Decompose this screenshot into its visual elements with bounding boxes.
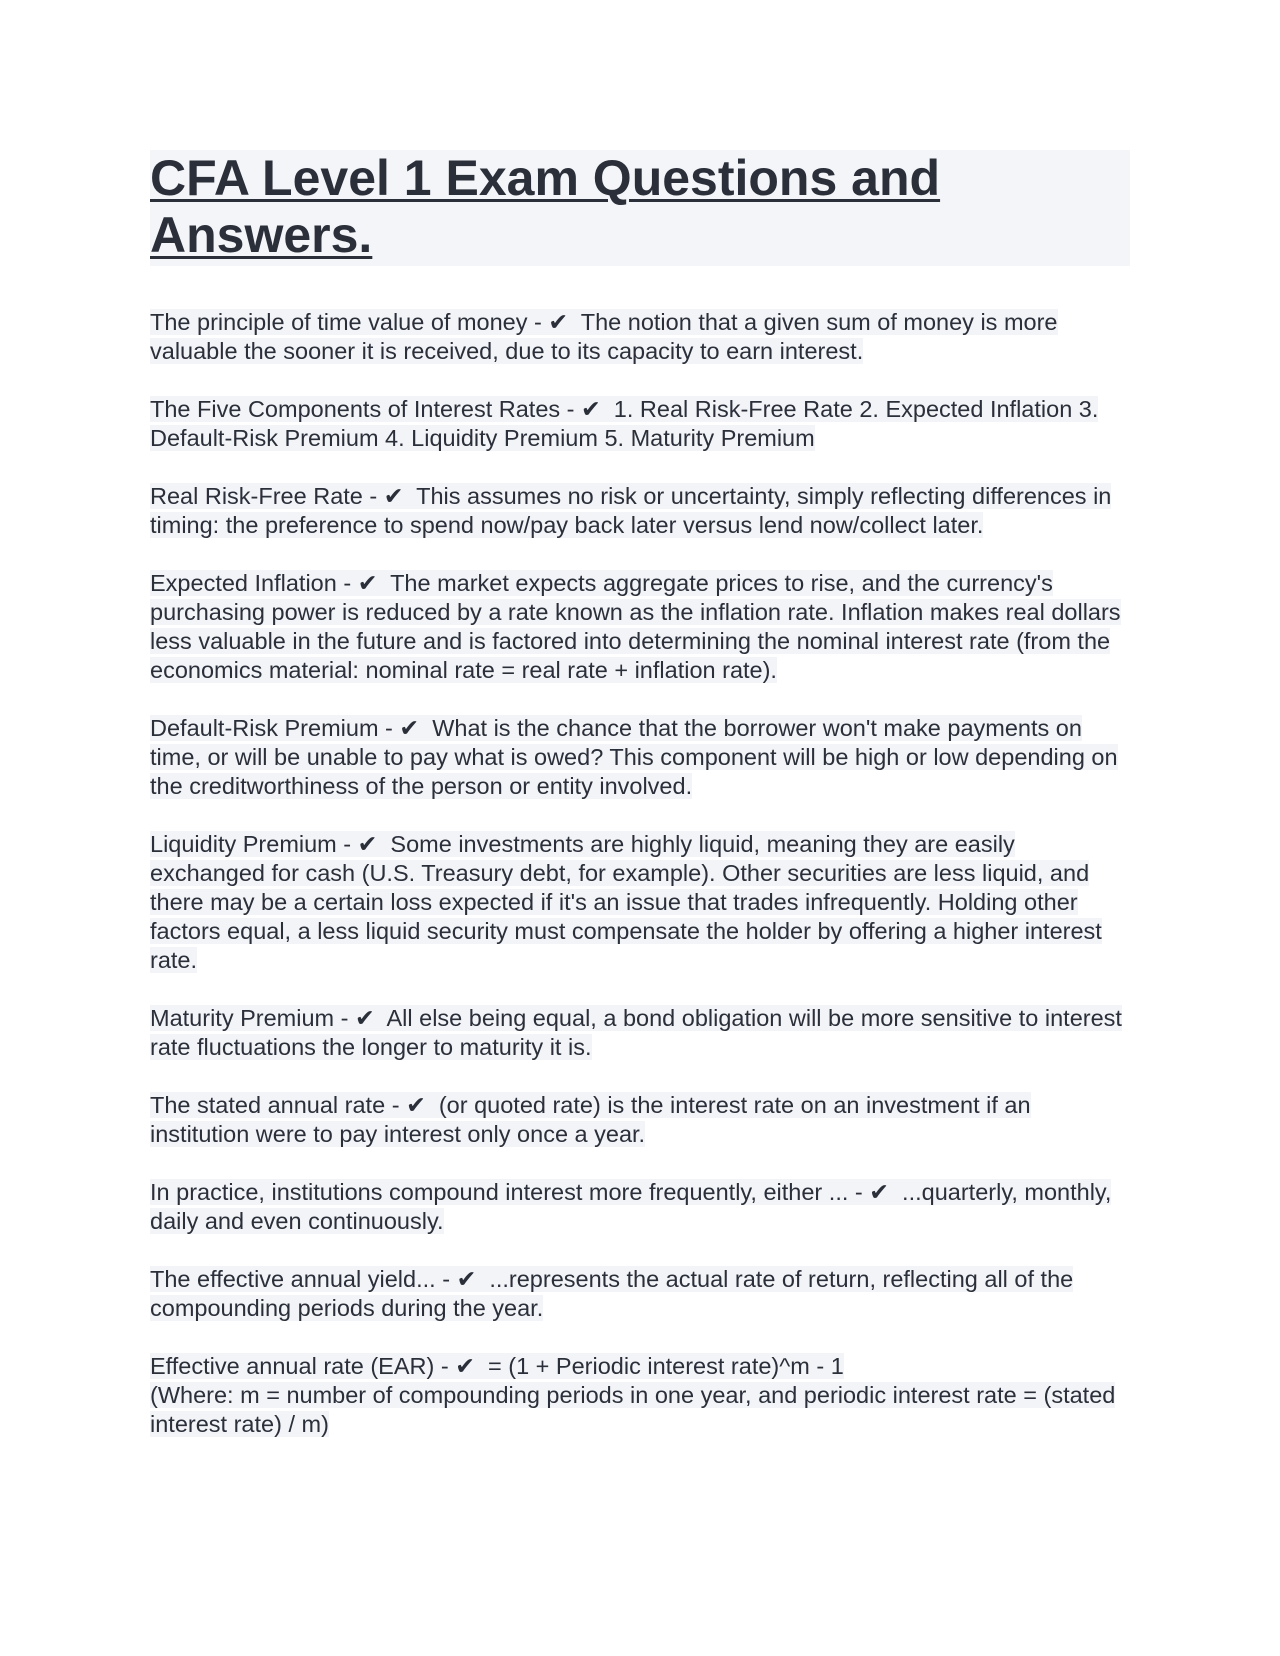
spacer — [403, 483, 416, 509]
qa-item-text — [150, 1353, 844, 1379]
qa-item-text — [150, 1092, 1031, 1147]
answer-text: (or quoted rate) is the interest rate on an investment if an institution were to pay interest only once a year. — [150, 1092, 1031, 1147]
separator: - — [362, 483, 384, 509]
qa-item — [150, 1178, 1130, 1236]
separator: - — [385, 1092, 407, 1118]
separator: - — [336, 831, 358, 857]
qa-item-text — [150, 831, 1102, 973]
title-block — [150, 150, 1130, 266]
answer-text: ...represents the actual rate of return, reflecting all of the compounding periods during the year. — [150, 1266, 1074, 1321]
separator: - — [435, 1266, 457, 1292]
question-text: Default-Risk Premium — [150, 715, 379, 741]
answer-text: Some investments are highly liquid, meaning they are easily exchanged for cash (U.S. Treasury debt, for example). Other securities are less liquid, and there may be a certain loss expected if it's an issue that trades infrequently. Holding other factors equal, a less liquid security must compensate the holder by offering a higher interest rate. — [150, 831, 1102, 973]
document-page — [150, 150, 1130, 1468]
separator: - — [334, 1005, 356, 1031]
qa-item — [150, 308, 1130, 366]
question-text: In practice, institutions compound interest more frequently, either ... — [150, 1179, 849, 1205]
checkmark-icon: ✔ — [355, 1005, 375, 1031]
spacer — [476, 1266, 489, 1292]
checkmark-icon: ✔ — [383, 483, 404, 509]
spacer — [601, 396, 614, 422]
question-text: Maturity Premium — [150, 1005, 335, 1031]
checkmark-icon: ✔ — [357, 831, 378, 857]
separator: - — [848, 1179, 870, 1205]
qa-item-text — [150, 1179, 1111, 1234]
checkmark-icon: ✔ — [581, 396, 601, 422]
checkmark-icon: ✔ — [456, 1266, 477, 1292]
qa-item — [150, 395, 1130, 453]
qa-list — [150, 308, 1130, 1439]
document-title: CFA Level 1 Exam Questions and Answers. — [150, 150, 941, 263]
separator: - — [336, 570, 358, 596]
question-text: Real Risk-Free Rate — [150, 483, 363, 509]
separator: - — [560, 396, 582, 422]
qa-item — [150, 1091, 1130, 1149]
spacer — [475, 1353, 488, 1379]
question-text: Effective annual rate (EAR) — [150, 1353, 435, 1379]
answer-text: The market expects aggregate prices to rise, and the currency's purchasing power is reduced by a rate known as the inflation rate. Inflation makes real dollars less valuable in the future and is factored into determining the nominal interest rate (from the economics material: nominal rate = real rate + inflation rate). — [150, 570, 1121, 683]
answer-text: = (1 + Periodic interest rate)^m - 1 — [487, 1353, 844, 1379]
separator: - — [527, 309, 549, 335]
qa-item — [150, 1265, 1130, 1323]
checkmark-icon: ✔ — [455, 1353, 475, 1379]
spacer — [426, 1092, 439, 1118]
qa-item-text — [150, 1005, 1122, 1060]
qa-item — [150, 1352, 1130, 1439]
qa-item-text — [150, 396, 1098, 451]
answer-text: 1. Real Risk-Free Rate 2. Expected Inflation 3. Default-Risk Premium 4. Liquidity Premium 5. Maturity Premium — [150, 396, 1099, 451]
answer-text: All else being equal, a bond obligation will be more sensitive to interest rate fluctuations the longer to maturity it is. — [150, 1005, 1122, 1060]
spacer — [568, 309, 581, 335]
answer-text: ...quarterly, monthly, daily and even continuously. — [150, 1179, 1112, 1234]
qa-item — [150, 830, 1130, 975]
checkmark-icon: ✔ — [406, 1092, 426, 1118]
spacer — [375, 1005, 387, 1031]
question-text: The Five Components of Interest Rates — [150, 396, 561, 422]
separator: - — [434, 1353, 456, 1379]
qa-item-text — [150, 715, 1118, 799]
qa-item — [150, 714, 1130, 801]
answer-note: (Where: m = number of compounding periods in one year, and periodic interest rate = (stated interest rate) / m) — [150, 1382, 1116, 1437]
checkmark-icon: ✔ — [357, 570, 378, 596]
spacer — [377, 570, 390, 596]
question-text: The effective annual yield... — [150, 1266, 436, 1292]
spacer — [419, 715, 432, 741]
answer-text: This assumes no risk or uncertainty, simply reflecting differences in timing: the preference to spend now/pay back later versus lend now/collect later. — [150, 483, 1112, 538]
question-text: The principle of time value of money — [150, 309, 528, 335]
qa-item — [150, 1004, 1130, 1062]
qa-item-text — [150, 1266, 1073, 1321]
qa-item — [150, 569, 1130, 685]
checkmark-icon: ✔ — [548, 309, 569, 335]
answer-text: The notion that a given sum of money is more valuable the sooner it is received, due to its capacity to earn interest. — [150, 309, 1058, 364]
spacer — [377, 831, 390, 857]
qa-item-text — [150, 483, 1111, 538]
question-text: Liquidity Premium — [150, 831, 337, 857]
qa-item-text — [150, 570, 1121, 683]
checkmark-icon: ✔ — [399, 715, 420, 741]
separator: - — [378, 715, 400, 741]
checkmark-icon: ✔ — [869, 1179, 889, 1205]
question-text: The stated annual rate — [150, 1092, 386, 1118]
question-text: Expected Inflation — [150, 570, 337, 596]
spacer — [889, 1179, 902, 1205]
qa-item — [150, 482, 1130, 540]
qa-item-text — [150, 309, 1058, 364]
answer-text: What is the chance that the borrower won't make payments on time, or will be unable to pay what is owed? This component will be high or low depending on the creditworthiness of the person or entity involved. — [150, 715, 1118, 799]
